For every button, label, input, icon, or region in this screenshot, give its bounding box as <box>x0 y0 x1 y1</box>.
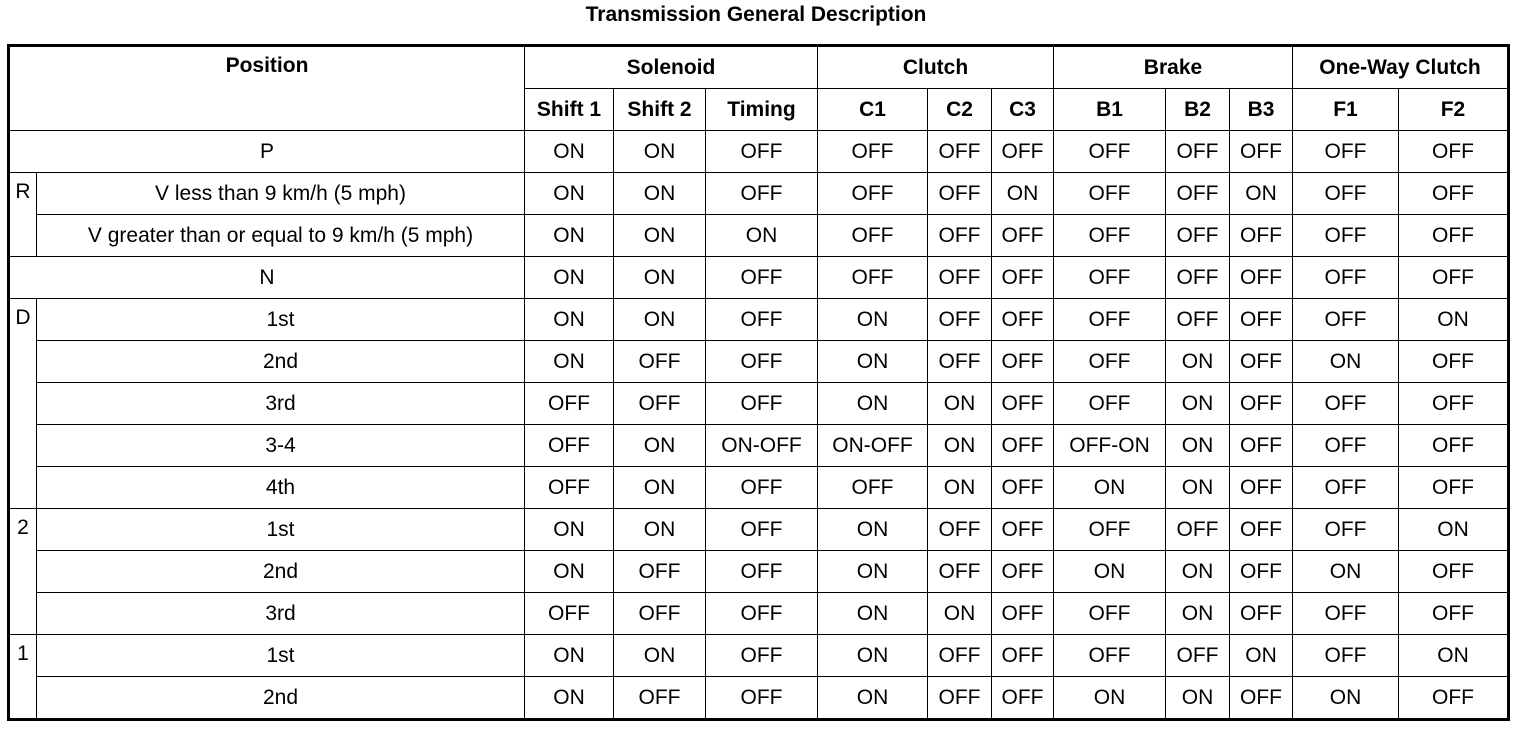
cell: OFF <box>1054 131 1166 173</box>
table-row <box>9 551 1509 593</box>
cell: OFF <box>525 383 614 425</box>
cell: OFF <box>992 257 1054 299</box>
cell: OFF <box>1230 425 1293 467</box>
cell: OFF <box>1293 299 1399 341</box>
cell: ON <box>928 425 992 467</box>
cell: OFF <box>1230 299 1293 341</box>
cell: OFF <box>1293 215 1399 257</box>
table-row <box>9 467 1509 509</box>
col-b3: B3 <box>1230 89 1293 131</box>
cell: OFF <box>1293 425 1399 467</box>
cell: OFF <box>928 341 992 383</box>
cell: OFF <box>1166 509 1230 551</box>
position-label: 3rd <box>37 593 525 635</box>
cell: OFF <box>706 257 818 299</box>
col-c2: C2 <box>928 89 992 131</box>
cell: OFF <box>1293 131 1399 173</box>
table-row <box>9 677 1509 720</box>
cell: ON <box>818 341 928 383</box>
cell: OFF <box>992 131 1054 173</box>
cell: OFF <box>992 467 1054 509</box>
cell: OFF <box>706 299 818 341</box>
cell: OFF <box>1166 299 1230 341</box>
position-label: 1st <box>37 509 525 551</box>
cell: OFF <box>706 341 818 383</box>
cell: ON <box>992 173 1054 215</box>
header-position: Position <box>9 46 525 131</box>
cell: OFF <box>1230 383 1293 425</box>
cell: OFF <box>706 593 818 635</box>
table-row <box>9 425 1509 467</box>
table-row <box>9 593 1509 635</box>
col-shift-1: Shift 1 <box>525 89 614 131</box>
cell: OFF <box>1293 509 1399 551</box>
cell: OFF <box>706 131 818 173</box>
cell: OFF <box>992 551 1054 593</box>
cell: ON <box>1166 593 1230 635</box>
cell: OFF <box>1054 509 1166 551</box>
cell: ON <box>525 677 614 720</box>
col-b1: B1 <box>1054 89 1166 131</box>
cell: ON <box>1166 467 1230 509</box>
cell: ON <box>525 635 614 677</box>
col-f1: F1 <box>1293 89 1399 131</box>
cell: OFF <box>1054 257 1166 299</box>
cell: OFF <box>1230 677 1293 720</box>
cell: ON <box>614 635 706 677</box>
cell: ON <box>1166 677 1230 720</box>
cell: OFF <box>992 593 1054 635</box>
cell: OFF <box>614 593 706 635</box>
col-shift-2: Shift 2 <box>614 89 706 131</box>
cell: ON <box>1293 341 1399 383</box>
cell: OFF <box>706 509 818 551</box>
cell: OFF <box>614 341 706 383</box>
table-row <box>9 215 1509 257</box>
col-f2: F2 <box>1399 89 1509 131</box>
cell: OFF <box>706 467 818 509</box>
cell: ON <box>525 215 614 257</box>
header-brake: Brake <box>1054 46 1293 89</box>
position-label: 2nd <box>37 677 525 720</box>
position-label: 1st <box>37 299 525 341</box>
cell: OFF <box>928 299 992 341</box>
position-label: 2nd <box>37 341 525 383</box>
transmission-table <box>7 44 1510 721</box>
cell: OFF <box>928 677 992 720</box>
cell: OFF <box>928 215 992 257</box>
cell: OFF <box>928 131 992 173</box>
cell: OFF <box>1399 257 1509 299</box>
cell: OFF <box>525 467 614 509</box>
cell: OFF <box>1230 593 1293 635</box>
cell: OFF <box>818 173 928 215</box>
cell: OFF <box>525 593 614 635</box>
cell: OFF <box>1399 383 1509 425</box>
cell: OFF <box>1054 173 1166 215</box>
cell: OFF <box>928 551 992 593</box>
cell: ON <box>928 593 992 635</box>
cell: OFF <box>1399 677 1509 720</box>
cell: ON <box>1293 551 1399 593</box>
col-b2: B2 <box>1166 89 1230 131</box>
cell: OFF <box>928 173 992 215</box>
cell: OFF <box>992 509 1054 551</box>
cell: ON <box>1399 299 1509 341</box>
cell: ON <box>818 383 928 425</box>
position-label: 1st <box>37 635 525 677</box>
cell: OFF <box>1293 257 1399 299</box>
group-label: 1 <box>9 635 37 720</box>
cell: OFF <box>1166 215 1230 257</box>
cell: ON <box>818 551 928 593</box>
cell: OFF <box>1230 257 1293 299</box>
cell: OFF <box>1230 467 1293 509</box>
cell: OFF <box>525 425 614 467</box>
position-label: P <box>9 131 525 173</box>
cell: ON <box>1166 551 1230 593</box>
cell: ON <box>614 299 706 341</box>
cell: OFF <box>1230 131 1293 173</box>
cell: ON <box>614 425 706 467</box>
cell: ON <box>1399 509 1509 551</box>
cell: ON <box>614 173 706 215</box>
table-row <box>9 341 1509 383</box>
cell: ON <box>1399 635 1509 677</box>
table-row <box>9 299 1509 341</box>
cell: ON <box>1166 341 1230 383</box>
cell: ON <box>706 215 818 257</box>
cell: ON <box>1230 635 1293 677</box>
page-title: Transmission General Description <box>585 3 927 26</box>
cell: ON-OFF <box>818 425 928 467</box>
header-one-way-clutch: One-Way Clutch <box>1293 46 1509 89</box>
cell: OFF <box>1399 341 1509 383</box>
header-row-groups <box>9 46 1509 89</box>
cell: OFF <box>1399 467 1509 509</box>
cell: OFF <box>1293 593 1399 635</box>
cell: OFF <box>1293 635 1399 677</box>
cell: OFF <box>1230 551 1293 593</box>
group-label: 2 <box>9 509 37 635</box>
cell: OFF <box>1054 593 1166 635</box>
cell: ON <box>818 635 928 677</box>
cell: ON <box>1293 677 1399 720</box>
cell: ON <box>525 509 614 551</box>
cell: ON <box>1166 383 1230 425</box>
cell: ON <box>818 299 928 341</box>
cell: OFF <box>1230 509 1293 551</box>
cell: OFF <box>992 383 1054 425</box>
cell: OFF <box>1054 215 1166 257</box>
col-c1: C1 <box>818 89 928 131</box>
cell: OFF <box>818 257 928 299</box>
table-row <box>9 509 1509 551</box>
position-label: 3-4 <box>37 425 525 467</box>
position-label: 4th <box>37 467 525 509</box>
cell: OFF <box>818 131 928 173</box>
table-row <box>9 131 1509 173</box>
cell: ON <box>525 257 614 299</box>
cell: OFF <box>1166 257 1230 299</box>
cell: OFF <box>1293 383 1399 425</box>
table-row <box>9 383 1509 425</box>
cell: OFF <box>1399 551 1509 593</box>
cell: OFF <box>992 341 1054 383</box>
cell: OFF <box>706 677 818 720</box>
cell: ON <box>818 593 928 635</box>
cell: OFF <box>1054 635 1166 677</box>
cell: OFF <box>706 635 818 677</box>
cell: ON <box>818 677 928 720</box>
cell: ON <box>614 215 706 257</box>
table-row <box>9 173 1509 215</box>
cell: OFF <box>1399 131 1509 173</box>
cell: OFF <box>818 467 928 509</box>
col-timing: Timing <box>706 89 818 131</box>
cell: ON <box>525 173 614 215</box>
position-label: V greater than or equal to 9 km/h (5 mph) <box>37 215 525 257</box>
cell: OFF <box>818 215 928 257</box>
col-c3: C3 <box>992 89 1054 131</box>
cell: ON <box>1230 173 1293 215</box>
cell: OFF <box>706 173 818 215</box>
position-label: V less than 9 km/h (5 mph) <box>37 173 525 215</box>
cell: ON <box>525 551 614 593</box>
cell: OFF <box>992 215 1054 257</box>
cell: OFF <box>614 677 706 720</box>
cell: ON <box>525 299 614 341</box>
cell: OFF <box>992 299 1054 341</box>
table-row <box>9 257 1509 299</box>
cell: OFF <box>1293 173 1399 215</box>
cell: OFF <box>1399 593 1509 635</box>
cell: OFF <box>614 383 706 425</box>
cell: OFF <box>992 425 1054 467</box>
table-row <box>9 635 1509 677</box>
cell: ON <box>1054 551 1166 593</box>
cell: ON <box>1166 425 1230 467</box>
cell: OFF <box>1399 425 1509 467</box>
cell: ON <box>614 131 706 173</box>
header-solenoid: Solenoid <box>525 46 818 89</box>
cell: OFF <box>1054 299 1166 341</box>
cell: OFF <box>1054 341 1166 383</box>
position-label: 3rd <box>37 383 525 425</box>
cell: OFF <box>1166 173 1230 215</box>
cell: OFF <box>1399 173 1509 215</box>
cell: ON <box>525 131 614 173</box>
table-body <box>9 131 1509 720</box>
cell: ON <box>1054 467 1166 509</box>
cell: OFF <box>928 257 992 299</box>
cell: OFF-ON <box>1054 425 1166 467</box>
cell: OFF <box>928 509 992 551</box>
cell: OFF <box>992 677 1054 720</box>
cell: ON <box>1054 677 1166 720</box>
cell: OFF <box>1230 341 1293 383</box>
group-label: D <box>9 299 37 509</box>
cell: OFF <box>1230 215 1293 257</box>
cell: ON <box>614 467 706 509</box>
cell: OFF <box>706 383 818 425</box>
position-label: N <box>9 257 525 299</box>
cell: OFF <box>1293 467 1399 509</box>
cell: ON <box>928 467 992 509</box>
cell: ON <box>818 509 928 551</box>
cell: ON-OFF <box>706 425 818 467</box>
cell: OFF <box>1399 215 1509 257</box>
cell: OFF <box>992 635 1054 677</box>
group-label: R <box>9 173 37 257</box>
cell: OFF <box>1166 635 1230 677</box>
cell: OFF <box>928 635 992 677</box>
cell: OFF <box>1054 383 1166 425</box>
cell: ON <box>614 257 706 299</box>
cell: OFF <box>706 551 818 593</box>
cell: OFF <box>614 551 706 593</box>
cell: ON <box>928 383 992 425</box>
cell: ON <box>525 341 614 383</box>
cell: OFF <box>1166 131 1230 173</box>
position-label: 2nd <box>37 551 525 593</box>
header-clutch: Clutch <box>818 46 1054 89</box>
cell: ON <box>614 509 706 551</box>
